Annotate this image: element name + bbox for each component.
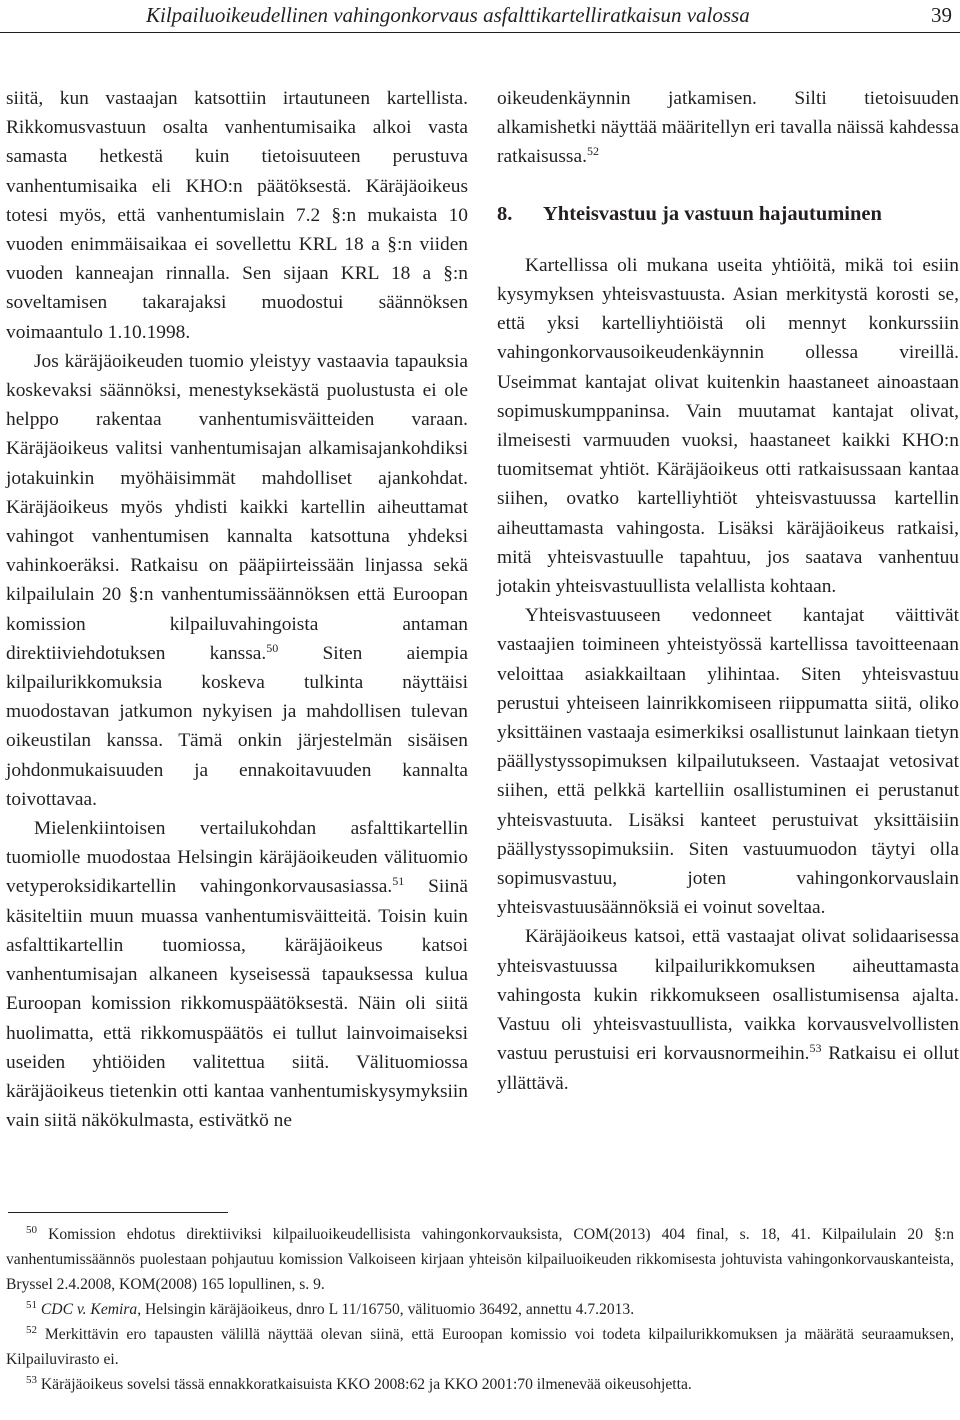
footnote-text: Merkittävin ero tapausten välillä näyttää olevan siinä, että Euroopan komissio voi todeta kilpailurikkomuksen ja määrätä seuraamuksen, Kilpailuvirasto ei. [6,1326,954,1368]
footnote-51 [6,1297,954,1322]
right-column [497,84,959,1098]
paragraph-text: Mielenkiintoisen vertailukohdan asfalttikartellin tuomiolle muodostaa Helsingin käräjäoikeuden välituomio vetyperoksidikartellin vahingonkorvausasiassa. [6,818,468,898]
paragraph [497,84,959,172]
footnote-number: 51 [26,1299,37,1311]
section-number: 8. [497,202,513,225]
paragraph: Kartellissa oli mukana useita yhtiöitä, mikä toi esiin kysymyksen yhteisvastuusta. Asian merkitystä korosti se, että yksi kartelliyhtiöistä oli mennyt konkurssiin vahingonkorvausoikeudenkäynnin ollessa vireillä. Useimmat kantajat olivat kuitenkin haastaneet ainoastaan sopimuskumppaninsa. Vain muutamat kantajat olivat, ilmeisesti varmuuden vuoksi, haastaneet kaikki KHO:n tuomitsemat yhtiöt. Käräjäoikeus otti ratkaisussaan kantaa siihen, ovatko kartelliyhtiöt yhteisvastuussa kartellin aiheuttamasta vahingosta. Lisäksi käräjäoikeus ratkaisi, mitä yhteisvastuulle tapahtuu, jos saatava vanhentuu jotakin yhteisvastuullista velallista kohtaan. [497,254,959,598]
paragraph [6,347,468,814]
footnote-text: Komission ehdotus direktiiviksi kilpailuoikeudellisista vahingonkorvauksista, COM(2013) 404 final, s. 18, 41. Kilpailulain 20 §:n vanhentumissäännös puolestaan pohjautuu komission Valkoiseen kirjaan yhteisön kilpailuoikeuden rikkomisesta johtuvista vahingonkorvauskanteista, Bryssel 2.4.2008, KOM(2008) 165 lopullinen, s. 9. [6,1226,955,1293]
paragraph-text: Siten aiempia kilpailurikkomuksia koskeva tulkinta näyttäisi muodostavan jatkumon nykyisen ja mahdollisen tulevan oikeustilan kanssa. Tämä onkin järjestelmän sisäisen johdonmukaisuuden ja ennakoitavuuden kannalta toivottavaa. [6,642,468,810]
footnote-rule [8,1212,228,1213]
footnote-ref-52[interactable]: 52 [586,144,599,159]
paragraph: siitä, kun vastaajan katsottiin irtautuneen kartellista. Rikkomusvastuun osalta vanhentumisaika alkoi vasta samasta hetkestä kuin tietoisuuteen perustuva vanhentumisaika eli KHO:n päätöksestä. Käräjäoikeus totesi myös, että vanhentumislain 7.2 §:n mukaista 10 vuoden enimmäisaikaa ei sovellettu KRL 18 a §:n viiden vuoden kanneajan rinnalla. Sen sijaan KRL 18 a §:n soveltamisen takarajaksi muodostui säännöksen voimaantulo 1.10.1998. [6,88,468,343]
paragraph-text: oikeudenkäynnin jatkamisen. Silti tietoisuuden alkamishetki näyttää määritellyn eri tavalla näissä kahdessa ratkaisussa. [497,88,959,168]
footnote-ref-51[interactable]: 51 [392,874,405,889]
paragraph: Yhteisvastuuseen vedonneet kantajat väittivät vastaajien toimineen yhteistyössä kartellissa tavoitteenaan veloittaa asiakkailtaan ylihintaa. Siten yhteisvastuu perustui yhteiseen lainrikkomiseen riippumatta siitä, oliko yksittäinen vastaaja esimerkiksi osallistunut lainkaan tietyn päällystyssopimuksen kilpailutukseen. Vastaajat vetosivat siihen, että pelkkä kartelliin osallistuminen ei perustanut yhteisvastuuta. Lisäksi kanteet perustuivat yksittäisiin päällystyssopimuksiin. Siten vastuumuodon täytyi olla sopimusvastuu, joten vahingonkorvauslain yhteisvastuusäännöksiä ei voinut soveltaa. [497,605,959,919]
left-column [6,84,468,1135]
running-title: Kilpailuoikeudellinen vahingonkorvaus asfalttikartelliratkaisun valossa [146,3,750,27]
page-number: 39 [931,3,952,27]
paragraph-text: Ratkaisu ei ollut yllättävä. [497,1043,960,1094]
paragraph [6,814,468,1135]
paragraph-text: Jos käräjäoikeuden tuomio yleistyy vastaavia tapauksia koskevaksi säännöksi, menestyksekästä puolustusta ei ole helppo rakentaa vanhentumisväitteiden varaan. Käräjäoikeus valitsi vanhentumisajan alkamisajankohdiksi jotakuinkin myöhäisimmät mahdolliset ajankohdat. Käräjäoikeus myös yhdisti kaikki kartellin aiheuttamat vahingot vanhentumisen kannalta katsottuna yhdeksi vahinkoeräksi. Ratkaisu on pääpiirteissään linjassa sekä kilpailulain 20 §:n vanhentumissäännöksen että Euroopan komission kilpailuvahingoista antaman direktiiviehdotuksen kanssa. [6,350,468,664]
footnote-text: Käräjäoikeus sovelsi tässä ennakkoratkaisuista KKO 2008:62 ja KKO 2001:70 ilmenevää oikeusohjetta. [40,1376,692,1393]
footnote-number: 52 [26,1324,37,1336]
footnote-number: 50 [26,1224,37,1236]
footnote-53 [6,1372,954,1397]
footnotes [6,1222,954,1397]
footnote-number: 53 [26,1374,37,1386]
footnote-ref-53[interactable]: 53 [809,1041,822,1056]
section-title: Yhteisvastuu ja vastuun hajautuminen [543,202,882,225]
footnote-ref-50[interactable]: 50 [266,640,279,655]
running-header [0,0,960,36]
section-heading [497,200,959,229]
footnote-52 [6,1322,954,1372]
footnote-text: , Helsingin käräjäoikeus, dnro L 11/16750, välituomio 36492, annettu 4.7.2013. [137,1301,635,1318]
paragraph-text: Siinä käsiteltiin muun muassa vanhentumisväitteitä. Toisin kuin asfalttikartellin tuomiossa, käräjäoikeus katsoi vanhentumisajan alkaneen kyseisessä tapauksessa kulua Euroopan komission rikkomuspäätöksestä. Näin oli siitä huolimatta, että rikkomuspäätös ei tullut lainvoimaiseksi useiden yhtiöiden valitettua siitä. Välituomiossa käräjäoikeus tietenkin otti kantaa vanhentumiskysymyksiin vain siitä näkökulmasta, estivätkö ne [6,876,468,1132]
paragraph [497,922,959,1097]
paragraph-text: Käräjäoikeus katsoi, että vastaajat olivat solidaarisessa yhteisvastuussa kilpailurikkomuksen aiheuttamasta vahingosta kukin rikkomukseen osallistumisensa ajalta. Vastuu oli yhteisvastuullista, vaikka korvausvelvollisten vastuu perustuisi eri korvausnormeihin. [497,926,959,1065]
case-name: CDC v. Kemira [40,1301,138,1318]
footnote-50 [6,1222,954,1297]
header-rule [0,32,960,33]
